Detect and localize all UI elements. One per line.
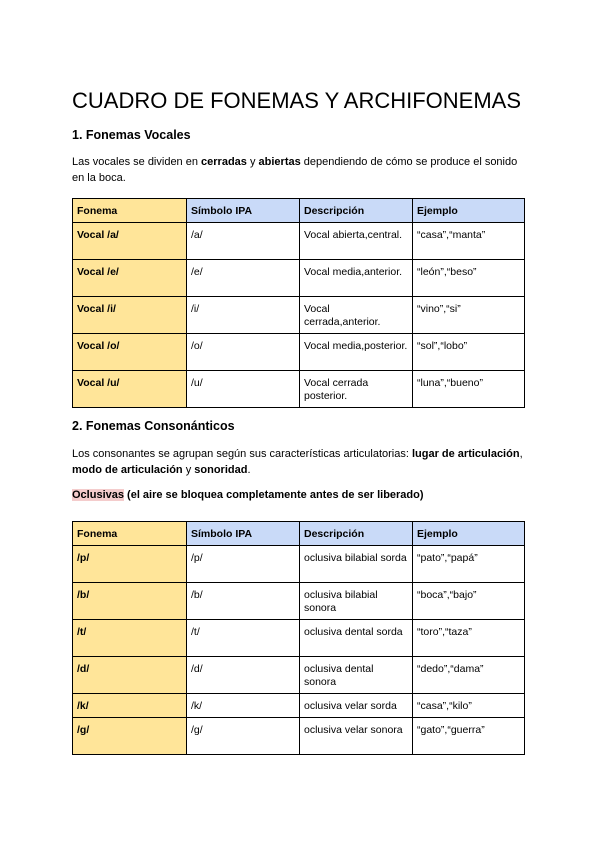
cell-simbolo: /o/ [187, 334, 300, 371]
header-descripcion: Descripción [300, 199, 413, 223]
section-heading-consonanticos: 2. Fonemas Consonánticos [72, 419, 235, 433]
header-simbolo: Símbolo IPA [187, 199, 300, 223]
cell-ejemplo: “león”,“beso” [413, 260, 525, 297]
cell-simbolo: /k/ [187, 694, 300, 718]
table-row [73, 657, 525, 694]
intro-text: y [246, 156, 259, 168]
cell-simbolo: /t/ [187, 620, 300, 657]
cell-ejemplo: “toro”,“taza” [413, 620, 525, 657]
cell-simbolo: /b/ [187, 583, 300, 620]
intro-bold: modo de articulación [72, 464, 183, 476]
cell-fonema: /b/ [73, 583, 187, 620]
table-row [73, 223, 525, 260]
intro-text: Las vocales se dividen en [72, 156, 202, 168]
table-row [73, 260, 525, 297]
header-descripcion: Descripción [300, 522, 413, 546]
header-simbolo: Símbolo IPA [187, 522, 300, 546]
table-header-row [73, 199, 525, 223]
cell-fonema: Vocal /i/ [73, 297, 187, 334]
intro-bold: abiertas [258, 156, 301, 168]
cell-descripcion: Vocal media,posterior. [300, 334, 413, 371]
cell-simbolo: /u/ [187, 371, 300, 408]
table-row [73, 297, 525, 334]
intro-text: y [182, 464, 195, 476]
intro-text: , [519, 448, 523, 460]
table-row [73, 694, 525, 718]
oclusivas-table [72, 521, 525, 755]
cell-descripcion: oclusiva dental sorda [300, 620, 413, 657]
cell-ejemplo: “boca”,“bajo” [413, 583, 525, 620]
cell-simbolo: /g/ [187, 718, 300, 755]
cell-fonema: Vocal /e/ [73, 260, 187, 297]
intro-bold: sonoridad [194, 464, 248, 476]
cell-fonema: /p/ [73, 546, 187, 583]
vocales-table [72, 198, 525, 408]
table-row [73, 718, 525, 755]
consonantes-intro [72, 446, 532, 478]
cell-descripcion: oclusiva velar sorda [300, 694, 413, 718]
vocales-intro [72, 154, 532, 186]
header-fonema: Fonema [73, 522, 187, 546]
cell-descripcion: Vocal media,anterior. [300, 260, 413, 297]
table-row [73, 371, 525, 408]
cell-fonema: /d/ [73, 657, 187, 694]
cell-fonema: /g/ [73, 718, 187, 755]
cell-fonema: Vocal /o/ [73, 334, 187, 371]
cell-descripcion: oclusiva bilabial sonora [300, 583, 413, 620]
cell-fonema: Vocal /a/ [73, 223, 187, 260]
cell-descripcion: oclusiva velar sonora [300, 718, 413, 755]
cell-simbolo: /p/ [187, 546, 300, 583]
table-row [73, 546, 525, 583]
cell-fonema: /k/ [73, 694, 187, 718]
section-heading-vocales: 1. Fonemas Vocales [72, 128, 191, 142]
cell-ejemplo: “luna”,“bueno” [413, 371, 525, 408]
cell-ejemplo: “gato”,“guerra” [413, 718, 525, 755]
cell-simbolo: /e/ [187, 260, 300, 297]
table-header-row [73, 522, 525, 546]
cell-ejemplo: “casa”,“kilo” [413, 694, 525, 718]
cell-ejemplo: “vino”,“si” [413, 297, 525, 334]
cell-ejemplo: “casa”,“manta” [413, 223, 525, 260]
cell-ejemplo: “dedo”,“dama” [413, 657, 525, 694]
header-ejemplo: Ejemplo [413, 199, 525, 223]
oclusivas-subheading [72, 487, 532, 503]
intro-bold: cerradas [201, 156, 247, 168]
cell-ejemplo: “pato”,“papá” [413, 546, 525, 583]
header-fonema: Fonema [73, 199, 187, 223]
cell-descripcion: oclusiva dental sonora [300, 657, 413, 694]
cell-descripcion: Vocal abierta,central. [300, 223, 413, 260]
intro-bold: lugar de articulación [411, 448, 520, 460]
oclusivas-description: (el aire se bloquea completamente antes de ser liberado) [123, 489, 424, 501]
header-ejemplo: Ejemplo [413, 522, 525, 546]
cell-ejemplo: “sol”,“lobo” [413, 334, 525, 371]
oclusivas-highlight: Oclusivas [72, 489, 124, 501]
page-title: CUADRO DE FONEMAS Y ARCHIFONEMAS [72, 88, 522, 113]
cell-descripcion: Vocal cerrada posterior. [300, 371, 413, 408]
cell-simbolo: /i/ [187, 297, 300, 334]
intro-text: . [247, 464, 251, 476]
cell-simbolo: /a/ [187, 223, 300, 260]
intro-text: dependiendo de cómo se produce el sonido en la boca. [72, 156, 518, 184]
cell-descripcion: oclusiva bilabial sorda [300, 546, 413, 583]
table-row [73, 620, 525, 657]
table-row [73, 583, 525, 620]
cell-fonema: /t/ [73, 620, 187, 657]
intro-text: Los consonantes se agrupan según sus características articulatorias: [72, 448, 412, 460]
cell-simbolo: /d/ [187, 657, 300, 694]
cell-fonema: Vocal /u/ [73, 371, 187, 408]
cell-descripcion: Vocal cerrada,anterior. [300, 297, 413, 334]
table-row [73, 334, 525, 371]
